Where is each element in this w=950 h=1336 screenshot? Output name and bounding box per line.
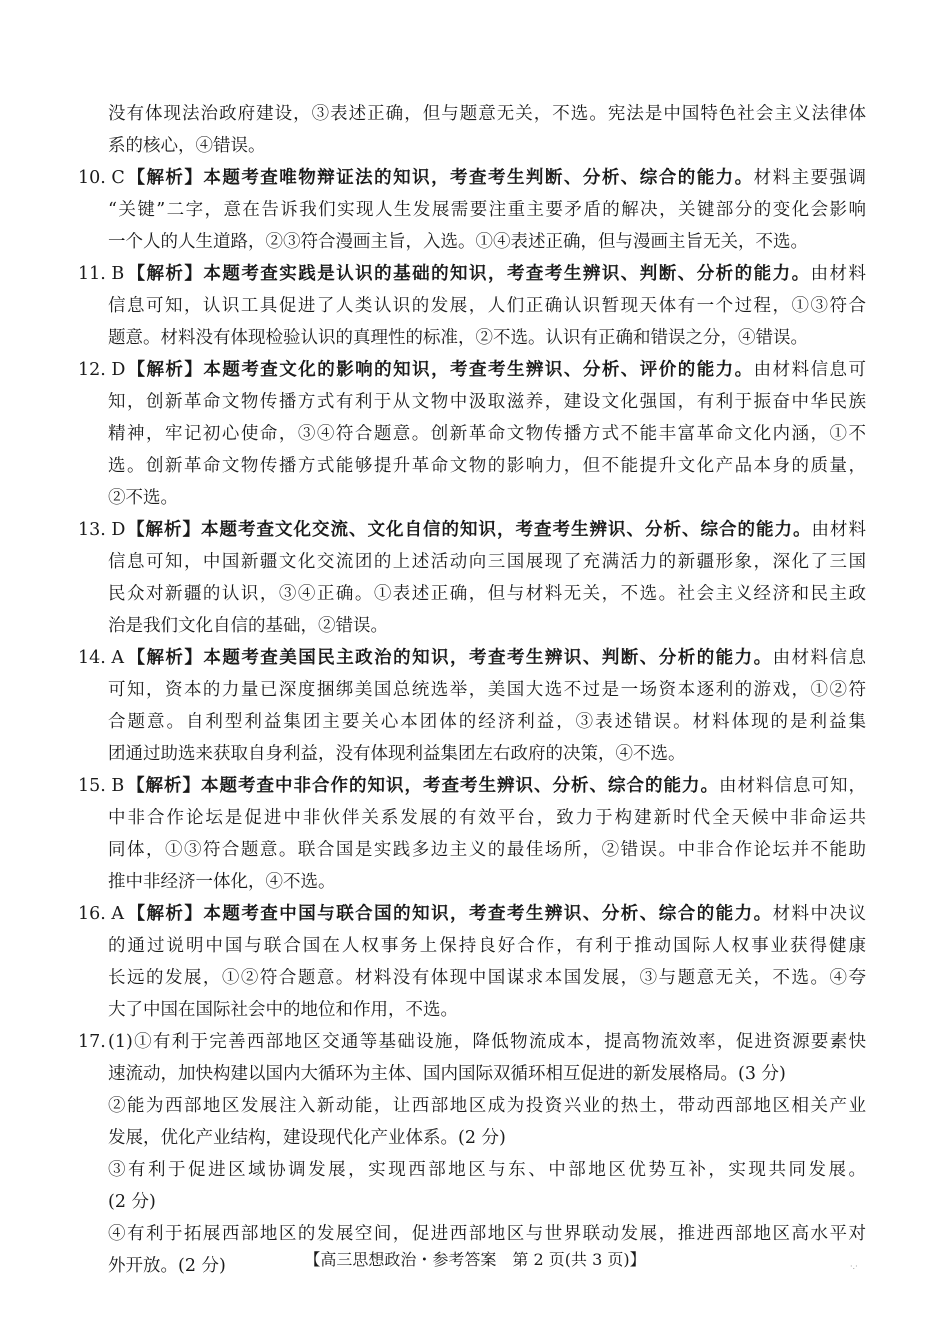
line-text: 由材料 xyxy=(811,520,866,540)
text-line xyxy=(78,386,866,418)
line-text: ④有利于拓展西部地区的发展空间，促进西部地区与世界联动发展，推进西部地区高水平对 xyxy=(108,1224,866,1244)
text-line xyxy=(78,162,866,194)
line-text: 知，创新革命文物传播方式有利于从文物中汲取滋养，建设文化强国，有利于振奋中华民族 xyxy=(108,392,866,412)
text-line xyxy=(78,802,866,834)
analysis-heading: 【解析】本题考查中国与联合国的知识，考查考生辨识、分析、综合的能力。 xyxy=(126,904,773,924)
line-text: (1)①有利于完善西部地区交通等基础设施，降低物流成本，提高物流效率，促进资源要素快 xyxy=(108,1032,866,1052)
analysis-heading: 【解析】本题考查中非合作的知识，考查考生辨识、分析、综合的能力。 xyxy=(126,776,719,796)
line-text: 发展，优化产业结构，建设现代化产业体系。(2 分) xyxy=(108,1128,506,1148)
text-line xyxy=(78,1026,866,1058)
analysis-heading: 【解析】本题考查实践是认识的基础的知识，考查考生辨识、判断、分析的能力。 xyxy=(126,264,811,284)
line-text: 没有体现法治政府建设，③表述正确，但与题意无关，不选。宪法是中国特色社会主义法律体 xyxy=(108,104,866,124)
text-line xyxy=(78,1058,866,1090)
footer-mark: ·.· xyxy=(850,1262,858,1271)
line-text: 由材料信息可知， xyxy=(719,776,866,796)
question-number: 14. A xyxy=(78,648,125,668)
question-number: 16. A xyxy=(78,904,125,924)
text-line xyxy=(78,1122,866,1154)
text-line xyxy=(78,546,866,578)
line-text: (2 分) xyxy=(108,1192,156,1212)
line-text: 外开放。(2 分) xyxy=(108,1256,226,1276)
analysis-heading: 【解析】本题考查唯物辩证法的知识，考查考生判断、分析、综合的能力。 xyxy=(126,168,754,188)
line-text: 一个人的人生道路，②③符合漫画主旨，入选。①④表述正确，但与漫画主旨无关，不选。 xyxy=(108,232,808,252)
text-line xyxy=(78,98,866,130)
line-text: 的通过说明中国与联合国在人权事务上保持良好合作，有利于推动国际人权事业获得健康 xyxy=(108,936,866,956)
analysis-heading: 【解析】本题考查美国民主政治的知识，考查考生辨识、判断、分析的能力。 xyxy=(126,648,773,668)
line-text: 民众对新疆的认识，③④正确。①表述正确，但与材料无关，不选。社会主义经济和民主政 xyxy=(108,584,866,604)
text-line xyxy=(78,994,866,1026)
question-number: 11. B xyxy=(78,264,125,284)
line-text: 材料中决议 xyxy=(772,904,866,924)
text-line xyxy=(78,418,866,450)
text-line xyxy=(78,514,866,546)
line-text: “关键”二字，意在告诉我们实现人生发展需要注重主要矛盾的解决，关键部分的变化会影响 xyxy=(108,200,866,220)
text-line xyxy=(78,130,866,162)
line-text: 大了中国在国际社会中的地位和作用，不选。 xyxy=(108,1000,458,1020)
answer-text-block xyxy=(78,98,866,1282)
text-line xyxy=(78,866,866,898)
question-number: 15. B xyxy=(78,776,125,796)
text-line xyxy=(78,226,866,258)
text-line xyxy=(78,578,866,610)
line-text: 精神，牢记初心使命，③④符合题意。创新革命文物传播方式不能丰富革命文化内涵，①不 xyxy=(108,424,866,444)
line-text: 由材料信息可 xyxy=(753,360,866,380)
line-text: 题意。材料没有体现检验认识的真理性的标准，②不选。认识有正确和错误之分，④错误。 xyxy=(108,328,808,348)
text-line xyxy=(78,898,866,930)
text-line xyxy=(78,834,866,866)
line-text: 信息可知，认识工具促进了人类认识的发展，人们正确认识暂现天体有一个过程，①③符合 xyxy=(108,296,866,316)
line-text: 长远的发展，①②符合题意。材料没有体现中国谋求本国发展，③与题意无关，不选。④夸 xyxy=(108,968,866,988)
question-number: 12. D xyxy=(78,360,126,380)
line-text: ②能为西部地区发展注入新动能，让西部地区成为投资兴业的热土，带动西部地区相关产业 xyxy=(108,1096,866,1116)
page-footer: 【高三思想政治・参考答案 第 2 页(共 3 页)】 xyxy=(304,1250,646,1269)
question-number: 10. C xyxy=(78,168,125,188)
line-text: 治是我们文化自信的基础，②错误。 xyxy=(108,616,388,636)
text-line xyxy=(78,450,866,482)
analysis-heading: 【解析】本题考查文化的影响的知识，考查考生辨识、分析、评价的能力。 xyxy=(126,360,754,380)
line-text: ②不选。 xyxy=(108,488,178,508)
text-line xyxy=(78,930,866,962)
line-text: 材料主要强调 xyxy=(753,168,866,188)
text-line xyxy=(78,1090,866,1122)
line-text: ③有利于促进区域协调发展，实现西部地区与东、中部地区优势互补，实现共同发展。 xyxy=(108,1160,866,1180)
analysis-heading: 【解析】本题考查文化交流、文化自信的知识，考查考生辨识、分析、综合的能力。 xyxy=(126,520,812,540)
line-text: 由材料 xyxy=(810,264,866,284)
line-text: 同体，①③符合题意。联合国是实践多边主义的最佳场所，②错误。中非合作论坛并不能助 xyxy=(108,840,866,860)
line-text: 团通过助选来获取自身利益，没有体现利益集团左右政府的决策，④不选。 xyxy=(108,744,686,764)
line-text: 合题意。自利型利益集团主要关心本团体的经济利益，③表述错误。材料体现的是利益集 xyxy=(108,712,866,732)
text-line xyxy=(78,194,866,226)
line-text: 选。创新革命文物传播方式能够提升革命文物的影响力，但不能提升文化产品本身的质量， xyxy=(108,456,866,476)
text-line xyxy=(78,322,866,354)
line-text: 系的核心，④错误。 xyxy=(108,136,266,156)
line-text: 速流动，加快构建以国内大循环为主体、国内国际双循环相互促进的新发展格局。(3 分) xyxy=(108,1064,786,1084)
text-line xyxy=(78,1218,866,1250)
text-line xyxy=(78,962,866,994)
text-line xyxy=(78,1154,866,1186)
text-line xyxy=(78,642,866,674)
text-line xyxy=(78,706,866,738)
line-text: 推中非经济一体化，④不选。 xyxy=(108,872,336,892)
line-text: 由材料信息 xyxy=(772,648,866,668)
line-text: 中非合作论坛是促进中非伙伴关系发展的有效平台，致力于构建新时代全天候中非命运共 xyxy=(108,808,866,828)
text-line xyxy=(78,482,866,514)
line-text: 可知，资本的力量已深度捆绑美国总统选举，美国大选不过是一场资本逐利的游戏，①②符 xyxy=(108,680,866,700)
text-line xyxy=(78,1186,866,1218)
text-line xyxy=(78,674,866,706)
line-text: 信息可知，中国新疆文化交流团的上述活动向三国展现了充满活力的新疆形象，深化了三国 xyxy=(108,552,866,572)
text-line xyxy=(78,770,866,802)
text-line xyxy=(78,610,866,642)
question-number: 17. xyxy=(78,1032,106,1052)
text-line xyxy=(78,354,866,386)
question-number: 13. D xyxy=(78,520,126,540)
text-line xyxy=(78,738,866,770)
text-line xyxy=(78,258,866,290)
text-line xyxy=(78,290,866,322)
